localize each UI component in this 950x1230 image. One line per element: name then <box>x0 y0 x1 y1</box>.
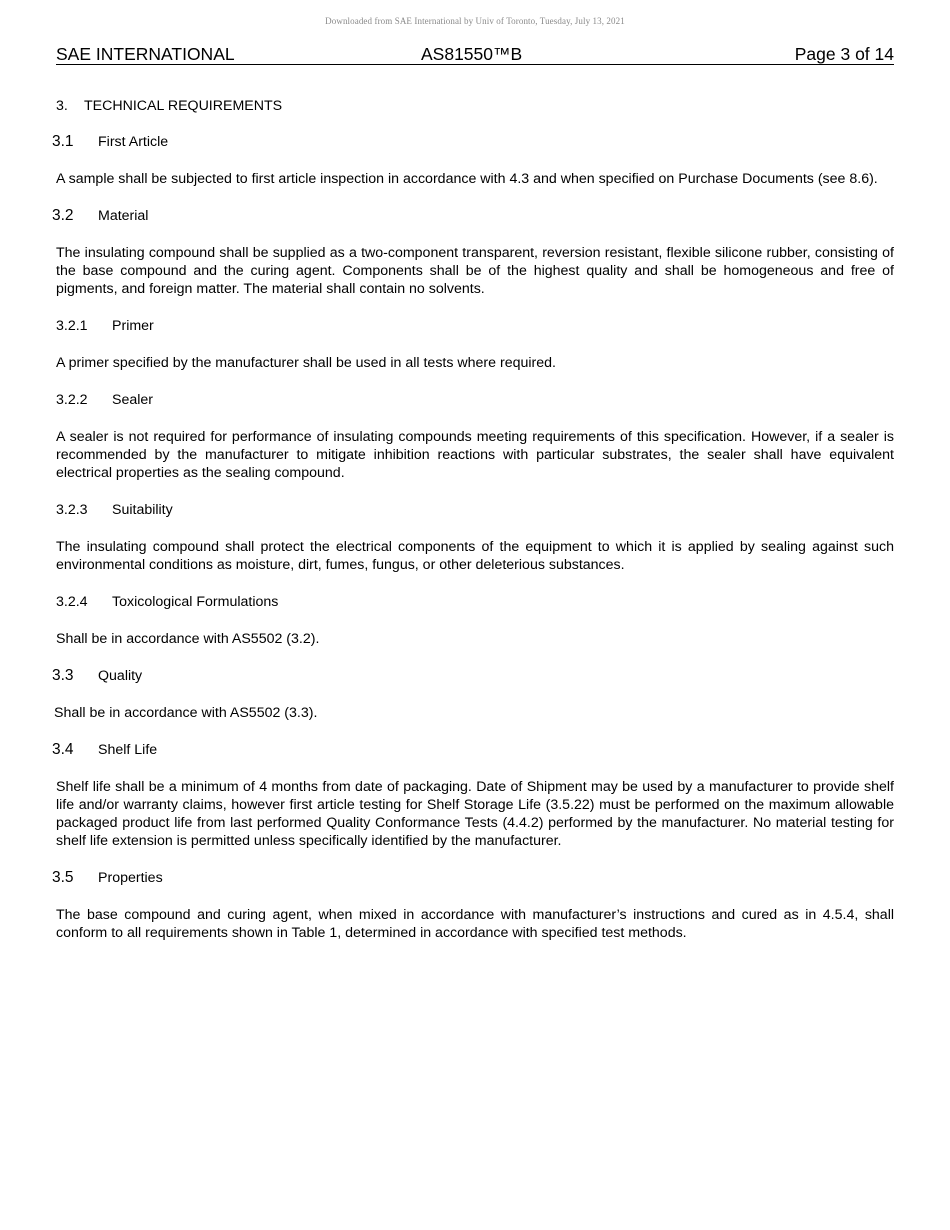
heading-3-2 <box>52 207 894 225</box>
heading-3-2-3 <box>56 501 894 519</box>
heading-number: 3.5 <box>52 869 74 886</box>
header-page-number: Page 3 of 14 <box>794 44 894 64</box>
paragraph-3-4: Shelf life shall be a minimum of 4 months from date of packaging. Date of Shipment may be used by a manufacturer to provide shelf life and/or warranty claims, however first article testing for Shelf Storage Life (3.5.22) must be performed on the maximum allowable packaged product life from last performed Quality Conformance Tests (4.4.2) performed by the manufacturer. No material testing for shelf life extension is permitted unless specifically identified by the manufacturer. <box>56 779 894 849</box>
heading-number: 3.1 <box>52 133 74 150</box>
document-body <box>52 97 894 961</box>
header-organization: SAE INTERNATIONAL <box>56 44 235 64</box>
heading-number: 3.2.3 <box>56 502 88 518</box>
paragraph-3-2-2: A sealer is not required for performance of insulating compounds meeting requirements of this specification. However, if a sealer is recommended by the manufacturer to mitigate inhibition reactions with particular substrates, the sealer shall have equivalent electrical properties as the sealing compound. <box>56 429 894 481</box>
heading-number: 3.3 <box>52 667 74 684</box>
paragraph-3-1: A sample shall be subjected to first article inspection in accordance with 4.3 and when specified on Purchase Documents (see 8.6). <box>56 171 878 187</box>
heading-title: First Article <box>98 134 169 150</box>
heading-number: 3.2.4 <box>56 594 88 610</box>
heading-title: Quality <box>98 668 143 684</box>
paragraph-3-2-1: A primer specified by the manufacturer shall be used in all tests where required. <box>56 355 556 371</box>
heading-3-2-2 <box>56 391 894 409</box>
heading-title: Shelf Life <box>98 742 158 758</box>
section-number: 3. <box>56 98 68 114</box>
heading-3-2-1 <box>56 317 894 335</box>
heading-3-3 <box>52 667 894 685</box>
paragraph-3-3: Shall be in accordance with AS5502 (3.3). <box>54 705 318 721</box>
heading-number: 3.2 <box>52 207 74 224</box>
paragraph-3-2-4: Shall be in accordance with AS5502 (3.2). <box>56 631 320 647</box>
page-header <box>56 44 894 65</box>
heading-title: Sealer <box>112 392 154 408</box>
heading-3-2-4 <box>56 593 894 611</box>
heading-title: Primer <box>112 318 154 334</box>
heading-3-5 <box>52 869 894 887</box>
heading-3-4 <box>52 741 894 759</box>
paragraph-3-2-3: The insulating compound shall protect the electrical components of the equipment to which it is applied by sealing against such environmental conditions as moisture, dirt, fumes, fungus, or other deleterious substances. <box>56 539 894 573</box>
heading-number: 3.2.2 <box>56 392 88 408</box>
heading-title: Properties <box>98 870 163 886</box>
paragraph-3-2: The insulating compound shall be supplied as a two-component transparent, reversion resistant, flexible silicone rubber, consisting of the base compound and the curing agent. Components shall be of the highest quality and shall be homogeneous and free of pigments, and foreign matter. The material shall contain no solvents. <box>56 245 894 297</box>
heading-title: Material <box>98 208 149 224</box>
paragraph-3-5: The base compound and curing agent, when mixed in accordance with manufacturer’s instructions and cured as in 4.5.4, shall conform to all requirements shown in Table 1, determined in accordance with specified test methods. <box>56 907 894 941</box>
heading-3-1 <box>52 133 894 151</box>
heading-number: 3.4 <box>52 741 74 758</box>
heading-title: Toxicological Formulations <box>112 594 279 610</box>
section-heading-3 <box>56 97 894 115</box>
heading-number: 3.2.1 <box>56 318 88 334</box>
header-document-id: AS81550™B <box>421 44 523 64</box>
section-title: TECHNICAL REQUIREMENTS <box>84 98 283 114</box>
download-watermark: Downloaded from SAE International by Univ of Toronto, Tuesday, July 13, 2021 <box>325 16 625 26</box>
heading-title: Suitability <box>112 502 173 518</box>
